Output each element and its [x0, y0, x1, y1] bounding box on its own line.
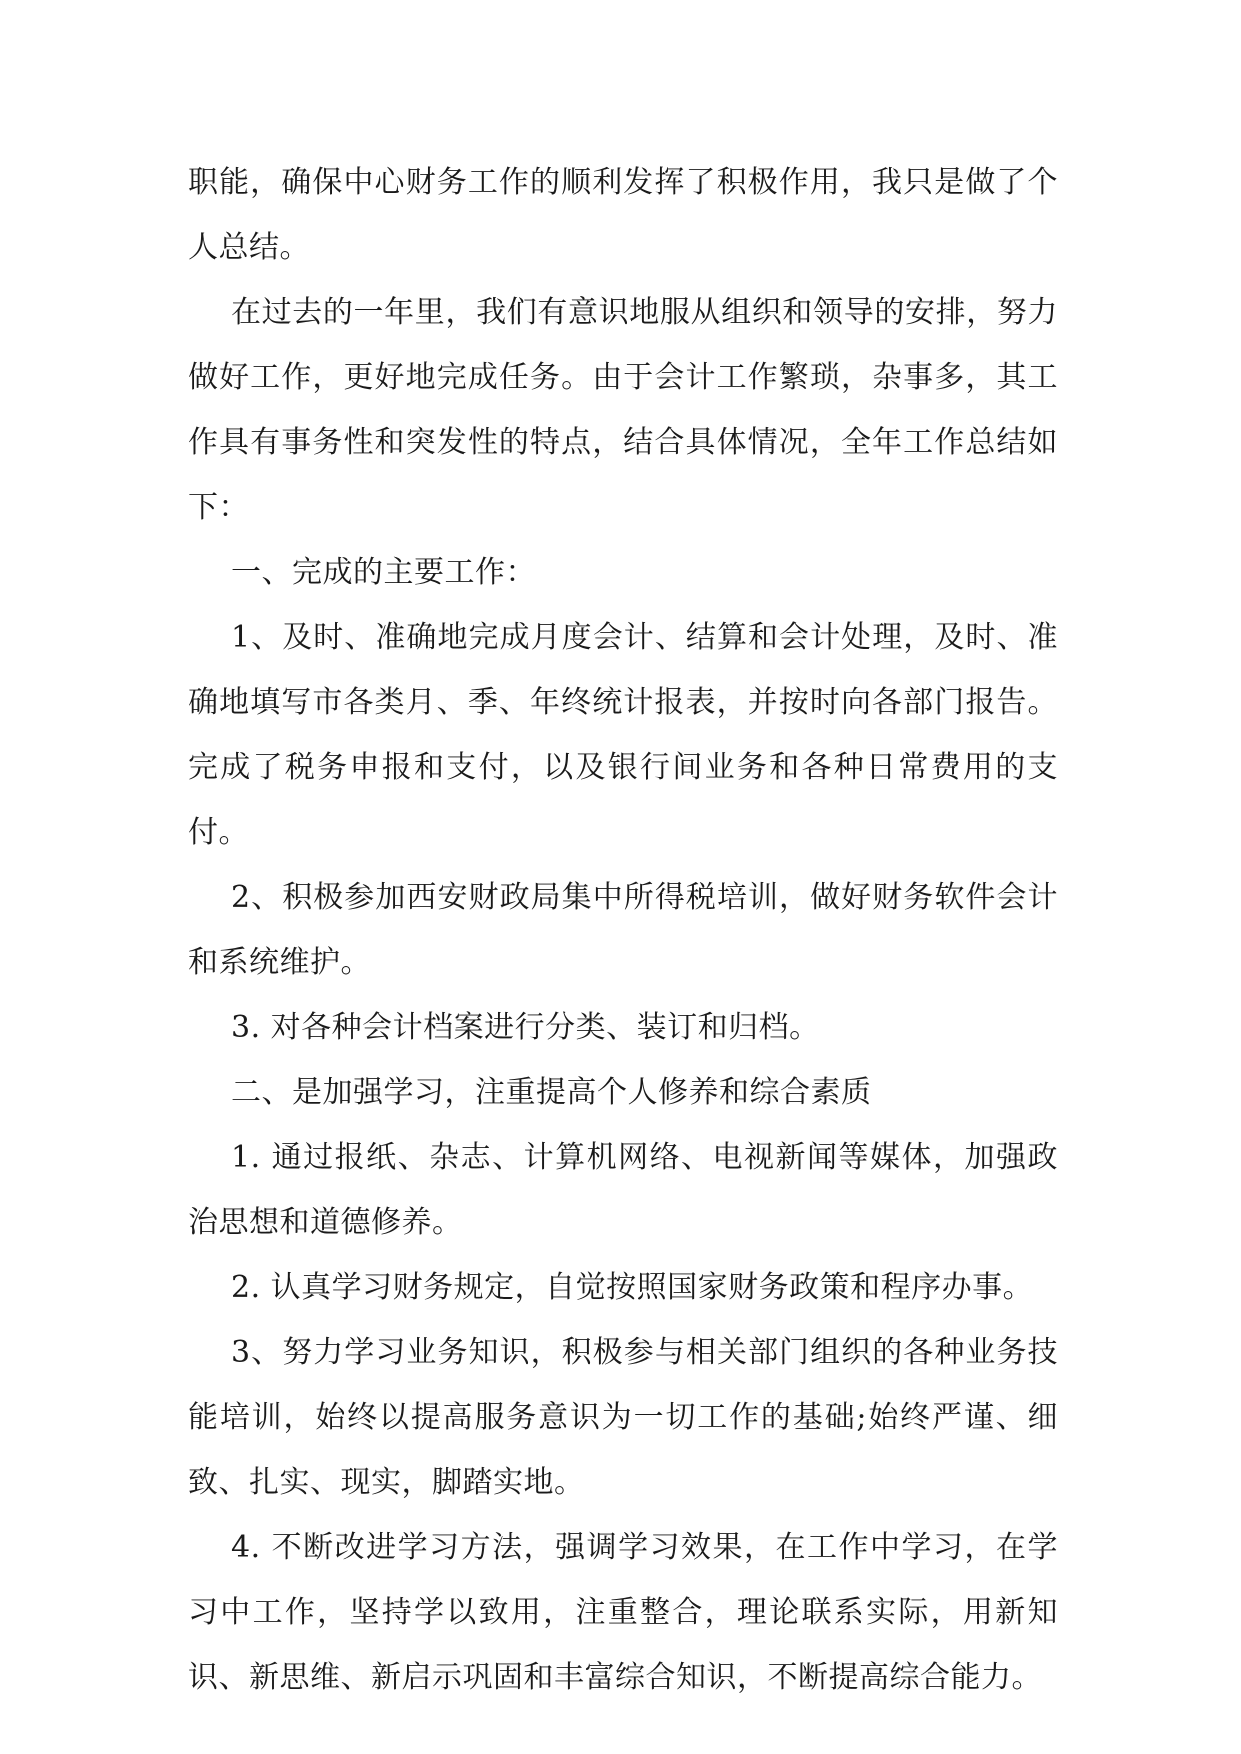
paragraph-1: 职能，确保中心财务工作的顺利发挥了积极作用，我只是做了个人总结。 [188, 165, 1058, 265]
list-item-1-3: 3. 对各种会计档案进行分类、装订和归档。 [231, 1010, 820, 1045]
list-item-1-1: 1、及时、准确地完成月度会计、结算和会计处理，及时、准确地填写市各类月、季、年终统计报表，并按时向各部门报告。完成了税务申报和支付，以及银行间业务和各种日常费用的支付。 [188, 620, 1058, 850]
document-page [188, 150, 1058, 1710]
list-item-2-2: 2. 认真学习财务规定，自觉按照国家财务政策和程序办事。 [231, 1270, 1034, 1305]
section-heading-2: 二、是加强学习，注重提高个人修养和综合素质 [231, 1075, 872, 1110]
paragraph-2: 在过去的一年里，我们有意识地服从组织和领导的安排，努力做好工作，更好地完成任务。由于会计工作繁琐，杂事多，其工作具有事务性和突发性的特点，结合具体情况，全年工作总结如下： [188, 295, 1058, 525]
list-item-2-1: 1. 通过报纸、杂志、计算机网络、电视新闻等媒体，加强政治思想和道德修养。 [188, 1140, 1058, 1240]
list-item-2-4: 4. 不断改进学习方法，强调学习效果，在工作中学习，在学习中工作，坚持学以致用，注重整合，理论联系实际，用新知识、新思维、新启示巩固和丰富综合知识，不断提高综合能力。 [188, 1530, 1058, 1695]
section-heading-1: 一、完成的主要工作： [231, 555, 536, 590]
list-item-2-3: 3、努力学习业务知识，积极参与相关部门组织的各种业务技能培训，始终以提高服务意识为一切工作的基础;始终严谨、细致、扎实、现实，脚踏实地。 [188, 1335, 1058, 1500]
list-item-1-2: 2、积极参加西安财政局集中所得税培训，做好财务软件会计和系统维护。 [188, 880, 1058, 980]
